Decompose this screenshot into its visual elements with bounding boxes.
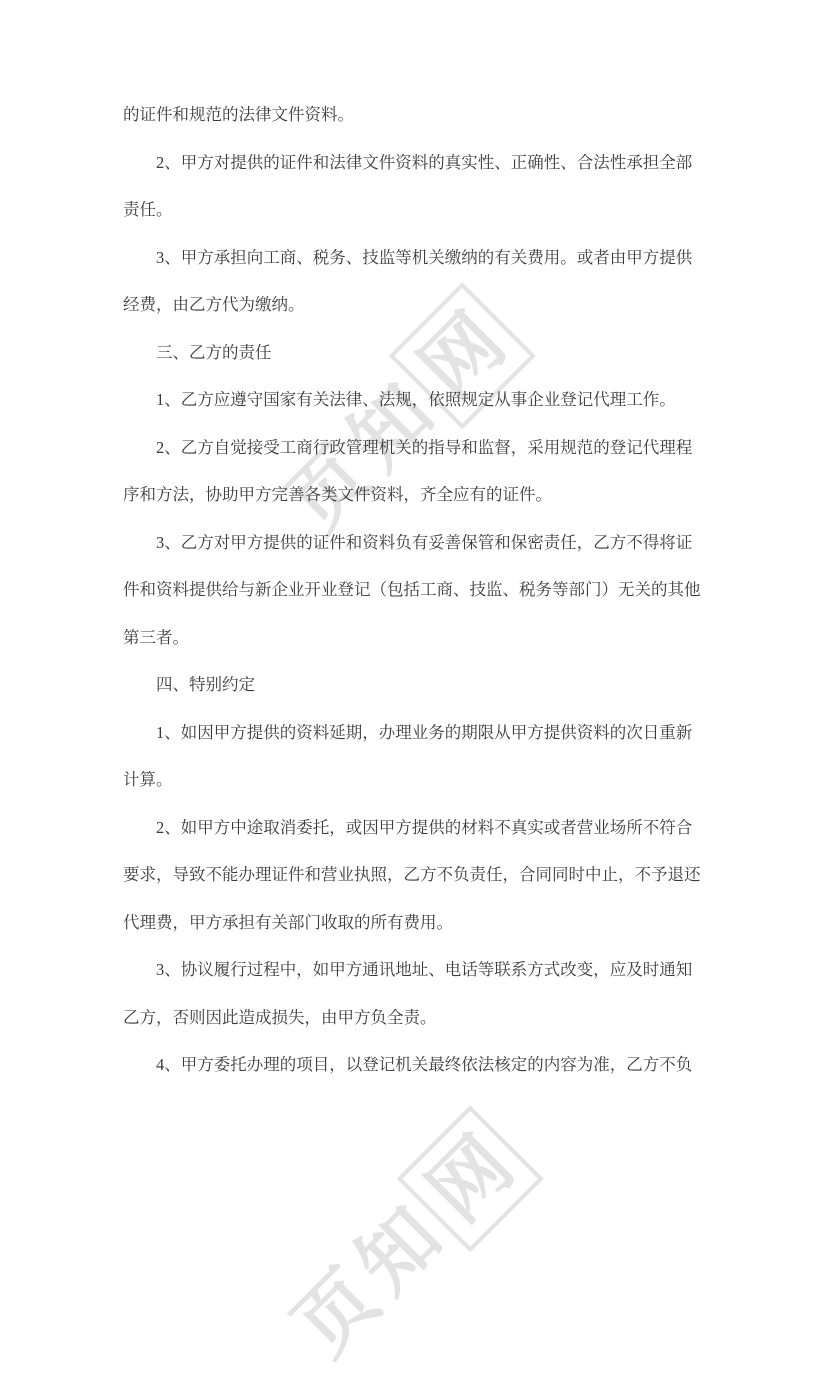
- contract-line: 3、乙方对甲方提供的证件和资料负有妥善保管和保密责任，乙方不得将证: [156, 532, 693, 552]
- contract-line: 三、乙方的责任: [156, 342, 272, 362]
- watermark-char-2: 知: [340, 1191, 458, 1309]
- contract-line: 计算。: [123, 770, 173, 789]
- contract-line: 序和方法，协助甲方完善各类文件资料，齐全应有的证件。: [123, 485, 552, 504]
- contract-text-block: [123, 91, 707, 1089]
- watermark-bottom: [272, 1105, 544, 1377]
- contract-line: 4、甲方委托办理的项目，以登记机关最终依法核定的内容为准，乙方不负: [156, 1055, 693, 1074]
- watermark-char-1: 页: [277, 1253, 396, 1372]
- watermark-diamond-box: [397, 1105, 544, 1252]
- watermark-char-2: 知: [332, 368, 450, 486]
- contract-line: 3、甲方承担向工商、税务、技监等机关缴纳的有关费用。或者由甲方提供: [156, 247, 693, 267]
- contract-line: 件和资料提供给与新企业开业登记（包括工商、技监、税务等部门）无关的其他: [123, 580, 701, 599]
- contract-line: 的证件和规范的法律文件资料。: [123, 105, 354, 124]
- contract-line: 四、特别约定: [156, 675, 255, 694]
- contract-line: 第三者。: [123, 627, 189, 647]
- contract-line: 乙方，否则因此造成损失，由甲方负全责。: [123, 1007, 437, 1027]
- contract-line: 3、协议履行过程中，如甲方通讯地址、电话等联系方式改变，应及时通知: [156, 960, 693, 979]
- contract-line: 代理费，甲方承担有关部门收取的所有费用。: [123, 912, 453, 932]
- contract-line: 2、如甲方中途取消委托，或因甲方提供的材料不真实或者营业场所不符合: [156, 817, 693, 837]
- contract-line: 2、甲方对提供的证件和法律文件资料的真实性、正确性、合法性承担全部: [156, 152, 693, 172]
- watermark-boxed-char: 网: [403, 297, 521, 415]
- contract-line: 经费，由乙方代为缴纳。: [123, 295, 305, 314]
- contract-line: 1、乙方应遵守国家有关法律、法规，依照规定从事企业登记代理工作。: [156, 390, 676, 409]
- watermark-boxed-char: 网: [411, 1120, 529, 1238]
- watermark-char-1: 页: [269, 430, 388, 549]
- contract-line: 2、乙方自觉接受工商行政管理机关的指导和监督，采用规范的登记代理程: [156, 437, 693, 457]
- contract-line: 责任。: [123, 200, 173, 219]
- contract-line: 要求，导致不能办理证件和营业执照，乙方不负责任，合同同时中止，不予退还: [123, 865, 701, 884]
- contract-line: 1、如因甲方提供的资料延期，办理业务的期限从甲方提供资料的次日重新: [156, 722, 693, 742]
